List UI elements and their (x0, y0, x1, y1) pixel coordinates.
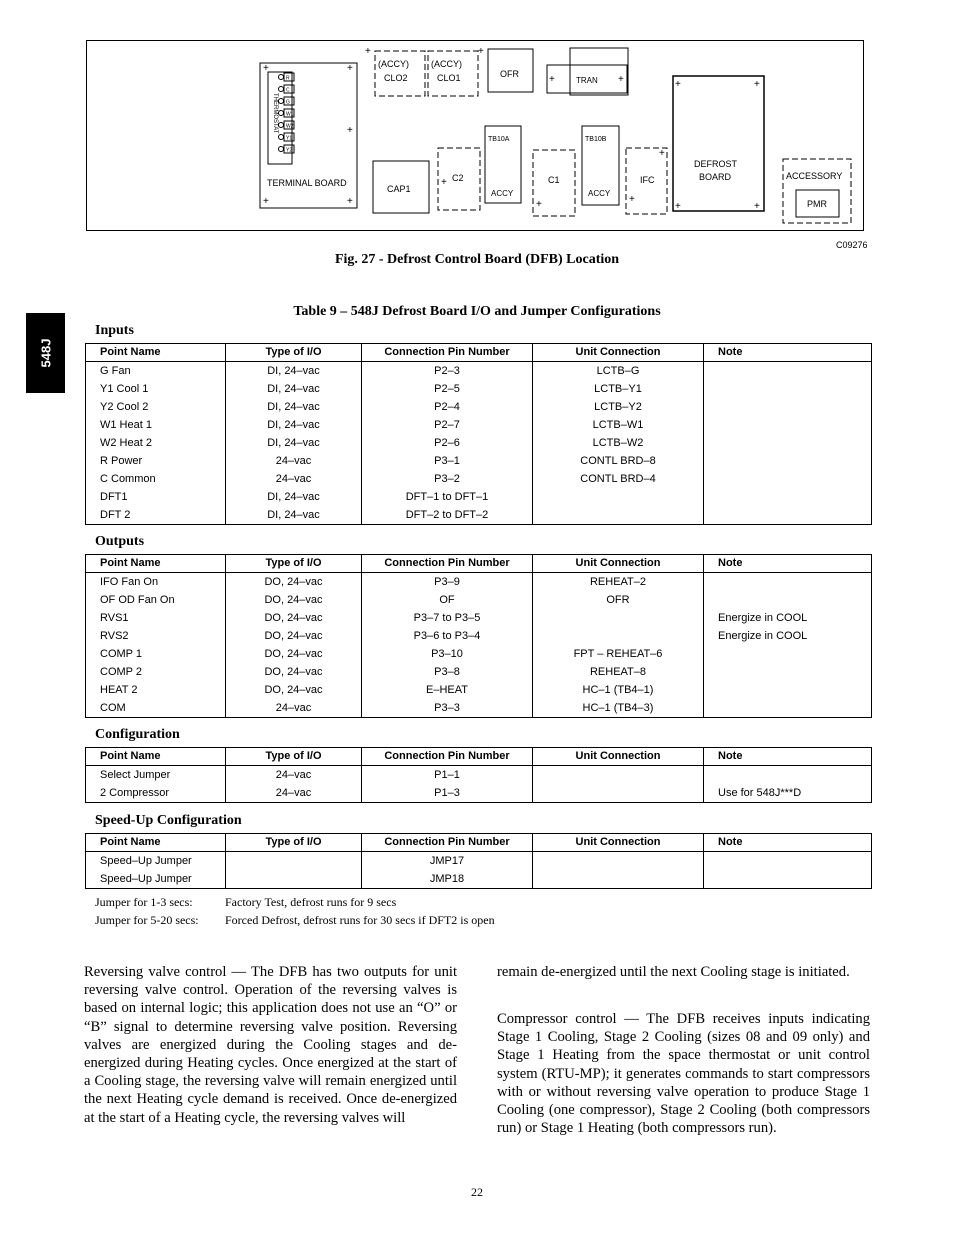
table-row (86, 470, 872, 488)
table-cell: Energize in COOL (704, 609, 872, 627)
table-cell: W1 Heat 1 (86, 416, 226, 434)
table-cell (704, 645, 872, 663)
figure-frame (86, 40, 864, 231)
label-ofr: OFR (500, 69, 519, 79)
table-cell: DO, 24–vac (226, 627, 362, 645)
column-header: Unit Connection (533, 748, 704, 766)
table-row (86, 766, 872, 785)
label-thermostat: THERMOSTAT (272, 93, 278, 134)
svg-text:+: + (549, 74, 555, 85)
table-cell (704, 488, 872, 506)
column-header: Point Name (86, 344, 226, 362)
table-cell: DI, 24–vac (226, 362, 362, 381)
column-header: Point Name (86, 748, 226, 766)
label-ifc: IFC (640, 175, 655, 185)
svg-text:+: + (263, 63, 269, 74)
table-cell (704, 470, 872, 488)
table-row (86, 591, 872, 609)
jumper-note-1 (95, 895, 396, 910)
terminal-screw (279, 123, 284, 128)
speedup-table (85, 833, 872, 889)
label-accy-clo2-top: (ACCY) (378, 59, 409, 69)
table-cell: DFT 2 (86, 506, 226, 525)
section-side-tab (26, 313, 65, 393)
table-cell: W2 Heat 2 (86, 434, 226, 452)
table-cell: DO, 24–vac (226, 573, 362, 592)
svg-text:+: + (754, 201, 760, 212)
table-row (86, 434, 872, 452)
table-row (86, 398, 872, 416)
table-cell: Speed–Up Jumper (86, 870, 226, 889)
table-cell: HC–1 (TB4–1) (533, 681, 704, 699)
table-cell (704, 416, 872, 434)
column-header: Type of I/O (226, 555, 362, 573)
table-cell: P3–6 to P3–4 (362, 627, 533, 645)
table-cell (533, 852, 704, 871)
label-clo1: CLO1 (437, 73, 461, 83)
table-cell: DFT–1 to DFT–1 (362, 488, 533, 506)
table-cell (704, 591, 872, 609)
label-accy-clo1-top: (ACCY) (431, 59, 462, 69)
table-row (86, 663, 872, 681)
label-terminal-board: TERMINAL BOARD (267, 178, 347, 188)
column-header: Type of I/O (226, 834, 362, 852)
outputs-table (85, 554, 872, 718)
right-paragraph-1: remain de-energized until the next Cooling stage is initiated. (497, 964, 850, 980)
inputs-table (85, 343, 872, 525)
svg-text:+: + (347, 125, 353, 136)
table-cell: Select Jumper (86, 766, 226, 785)
table-cell (533, 488, 704, 506)
table-cell: Y2 Cool 2 (86, 398, 226, 416)
table-cell: RVS1 (86, 609, 226, 627)
label-tran: TRAN (576, 76, 598, 85)
right-paragraph-2: Compressor control — The DFB receives inputs indicating Stage 1 Cooling, Stage 2 Cooling (sizes 08 and 09 only) and Stage 1 Heating from the space thermostat or unit control system (RTU-MP); it generates commands to start compressors with or without reversing valve operation to produce Stage 1 Cooling (one compressor), Stage 2 Cooling (both compressors run) or Stage 1 Heating (both compressors run). (497, 1011, 870, 1137)
table-cell: OF OD Fan On (86, 591, 226, 609)
svg-text:+: + (629, 194, 635, 205)
table-cell: P3–10 (362, 645, 533, 663)
column-header: Note (704, 748, 872, 766)
label-tb10a: TB10A (488, 136, 510, 143)
terminal-label: W1 (286, 111, 294, 118)
table-row (86, 362, 872, 381)
table-header-row (86, 555, 872, 573)
svg-text:+: + (659, 148, 665, 159)
terminal-screw (279, 147, 284, 152)
table-cell: LCTB–G (533, 362, 704, 381)
table-cell (704, 362, 872, 381)
table-row (86, 506, 872, 525)
jumper-key: Jumper for 5-20 secs: (95, 913, 199, 927)
table-cell: RVS2 (86, 627, 226, 645)
table-row (86, 573, 872, 592)
svg-text:+: + (754, 79, 760, 90)
table-cell: P3–9 (362, 573, 533, 592)
svg-text:+: + (675, 79, 681, 90)
label-tb10b: TB10B (585, 136, 607, 143)
table-cell (704, 766, 872, 785)
jumper-text: Forced Defrost, defrost runs for 30 secs if DFT2 is open (225, 913, 495, 927)
table-cell: DI, 24–vac (226, 416, 362, 434)
table-row (86, 488, 872, 506)
svg-text:+: + (365, 46, 371, 57)
table-cell: CONTL BRD–8 (533, 452, 704, 470)
column-header: Note (704, 555, 872, 573)
table-cell: E–HEAT (362, 681, 533, 699)
svg-text:+: + (618, 74, 624, 85)
table-cell: P3–2 (362, 470, 533, 488)
table-cell (533, 784, 704, 803)
terminal-label: R (286, 75, 290, 82)
svg-text:+: + (536, 199, 542, 210)
label-board: BOARD (699, 172, 732, 182)
table-cell: REHEAT–2 (533, 573, 704, 592)
table-cell: C Common (86, 470, 226, 488)
table-cell: DI, 24–vac (226, 506, 362, 525)
table-cell (533, 766, 704, 785)
table-header-row (86, 344, 872, 362)
table-header-row (86, 748, 872, 766)
table-cell: DFT1 (86, 488, 226, 506)
defrost-board-diagram (87, 41, 863, 230)
terminal-label: G (286, 99, 290, 106)
table-cell: LCTB–W1 (533, 416, 704, 434)
table-row (86, 870, 872, 889)
label-accy-b: ACCY (588, 189, 611, 198)
column-header: Unit Connection (533, 834, 704, 852)
column-header: Connection Pin Number (362, 834, 533, 852)
table-cell (704, 699, 872, 718)
table-row (86, 852, 872, 871)
table-cell: DI, 24–vac (226, 380, 362, 398)
table-cell: P1–1 (362, 766, 533, 785)
svg-text:+: + (675, 201, 681, 212)
table-cell (704, 380, 872, 398)
table-cell: JMP17 (362, 852, 533, 871)
table-cell: DO, 24–vac (226, 609, 362, 627)
table-cell (704, 452, 872, 470)
svg-text:+: + (441, 177, 447, 188)
column-header: Point Name (86, 555, 226, 573)
table-cell: P2–3 (362, 362, 533, 381)
table-cell (704, 434, 872, 452)
label-c1: C1 (548, 175, 560, 185)
defrost-board-outline (673, 76, 764, 211)
label-defrost: DEFROST (694, 159, 738, 169)
jumper-text: Factory Test, defrost runs for 9 secs (225, 895, 397, 909)
table-cell: 24–vac (226, 784, 362, 803)
table-cell (533, 609, 704, 627)
table-cell (704, 573, 872, 592)
table-cell (704, 852, 872, 871)
configuration-heading: Configuration (95, 727, 180, 742)
table-cell (226, 870, 362, 889)
table-cell: DFT–2 to DFT–2 (362, 506, 533, 525)
label-accy-a: ACCY (491, 189, 514, 198)
label-cap1: CAP1 (387, 184, 411, 194)
table-cell: Energize in COOL (704, 627, 872, 645)
table-cell (533, 506, 704, 525)
table-cell: P2–5 (362, 380, 533, 398)
table-cell: REHEAT–8 (533, 663, 704, 681)
table-cell: P1–3 (362, 784, 533, 803)
table-cell: R Power (86, 452, 226, 470)
table-cell (533, 870, 704, 889)
outputs-heading: Outputs (95, 534, 145, 549)
terminal-label: Y1 (286, 135, 293, 142)
table-cell: LCTB–W2 (533, 434, 704, 452)
table-cell: LCTB–Y2 (533, 398, 704, 416)
configuration-table (85, 747, 872, 803)
column-header: Type of I/O (226, 344, 362, 362)
side-tab-label: 548J (38, 338, 53, 368)
table-cell (704, 398, 872, 416)
table-cell (704, 870, 872, 889)
column-header: Connection Pin Number (362, 344, 533, 362)
table-cell: CONTL BRD–4 (533, 470, 704, 488)
table-cell: P2–7 (362, 416, 533, 434)
table-cell: P2–6 (362, 434, 533, 452)
figure-caption: Fig. 27 - Defrost Control Board (DFB) Location (334, 252, 620, 267)
terminal-screw (279, 111, 284, 116)
table-cell: 24–vac (226, 452, 362, 470)
table-cell: 24–vac (226, 699, 362, 718)
table-row (86, 645, 872, 663)
jumper-note-2 (95, 913, 495, 928)
table-cell: COM (86, 699, 226, 718)
table-cell: Use for 548J***D (704, 784, 872, 803)
table-cell: 24–vac (226, 766, 362, 785)
column-header: Unit Connection (533, 555, 704, 573)
column-header: Note (704, 344, 872, 362)
table-cell: P3–7 to P3–5 (362, 609, 533, 627)
page-number: 22 (471, 1185, 483, 1199)
left-paragraph: Reversing valve control — The DFB has two outputs for unit reversing valve control. Operation of the reversing valves is based on internal logic; this application does not use an “O” or “B” signal to determine reversing valve position. Reversing valves are energized during the Cooling stages and de-energized during Heating cycles. Once energized at the start of a Cooling stage, the reversing valve will remain energized until the next Heating cycle demand is received. Once de-energized at the start of a Heating cycle, the reversing valves will (84, 964, 457, 1126)
table-cell: DO, 24–vac (226, 591, 362, 609)
table-row (86, 416, 872, 434)
table-cell (533, 627, 704, 645)
speedup-heading: Speed-Up Configuration (95, 813, 242, 828)
label-c2: C2 (452, 173, 464, 183)
table-cell: DO, 24–vac (226, 663, 362, 681)
table-cell: P2–4 (362, 398, 533, 416)
column-header: Point Name (86, 834, 226, 852)
table-cell: DI, 24–vac (226, 434, 362, 452)
svg-text:+: + (263, 196, 269, 207)
terminal-label: Y2 (286, 147, 293, 154)
table-cell (226, 852, 362, 871)
column-header: Unit Connection (533, 344, 704, 362)
table-header-row (86, 834, 872, 852)
table-cell: IFO Fan On (86, 573, 226, 592)
label-clo2: CLO2 (384, 73, 408, 83)
table-cell: P3–8 (362, 663, 533, 681)
table-row (86, 627, 872, 645)
table-cell: FPT – REHEAT–6 (533, 645, 704, 663)
inputs-heading: Inputs (95, 323, 134, 338)
table-cell: Speed–Up Jumper (86, 852, 226, 871)
table-cell: JMP18 (362, 870, 533, 889)
svg-text:+: + (347, 63, 353, 74)
table-cell: OFR (533, 591, 704, 609)
terminal-label: C (286, 87, 290, 94)
table-cell (704, 681, 872, 699)
terminal-screw (279, 87, 284, 92)
terminal-screw (279, 135, 284, 140)
figure-code: C09276 (836, 240, 868, 250)
table-cell: DO, 24–vac (226, 645, 362, 663)
table-row (86, 380, 872, 398)
table-title: Table 9 – 548J Defrost Board I/O and Jumper Configurations (293, 304, 661, 319)
table-row (86, 699, 872, 718)
table-cell (704, 663, 872, 681)
svg-text:+: + (347, 196, 353, 207)
table-cell: 24–vac (226, 470, 362, 488)
table-row (86, 609, 872, 627)
table-cell: 2 Compressor (86, 784, 226, 803)
table-cell: COMP 2 (86, 663, 226, 681)
label-accessory: ACCESSORY (786, 171, 843, 181)
table-cell: Y1 Cool 1 (86, 380, 226, 398)
column-header: Connection Pin Number (362, 748, 533, 766)
table-cell: COMP 1 (86, 645, 226, 663)
column-header: Type of I/O (226, 748, 362, 766)
column-header: Connection Pin Number (362, 555, 533, 573)
table-row (86, 784, 872, 803)
table-cell: LCTB–Y1 (533, 380, 704, 398)
table-cell: P3–1 (362, 452, 533, 470)
column-header: Note (704, 834, 872, 852)
table-cell: DO, 24–vac (226, 681, 362, 699)
table-cell: P3–3 (362, 699, 533, 718)
table-row (86, 681, 872, 699)
table-cell (704, 506, 872, 525)
terminal-screw (279, 75, 284, 80)
table-cell: HEAT 2 (86, 681, 226, 699)
table-cell: HC–1 (TB4–3) (533, 699, 704, 718)
label-pmr: PMR (807, 199, 827, 209)
table-cell: OF (362, 591, 533, 609)
table-cell: DI, 24–vac (226, 488, 362, 506)
terminal-screw (279, 99, 284, 104)
svg-text:+: + (478, 46, 484, 57)
terminal-label: W2 (286, 123, 294, 130)
table-cell: G Fan (86, 362, 226, 381)
jumper-key: Jumper for 1-3 secs: (95, 895, 193, 909)
table-row (86, 452, 872, 470)
table-cell: DI, 24–vac (226, 398, 362, 416)
